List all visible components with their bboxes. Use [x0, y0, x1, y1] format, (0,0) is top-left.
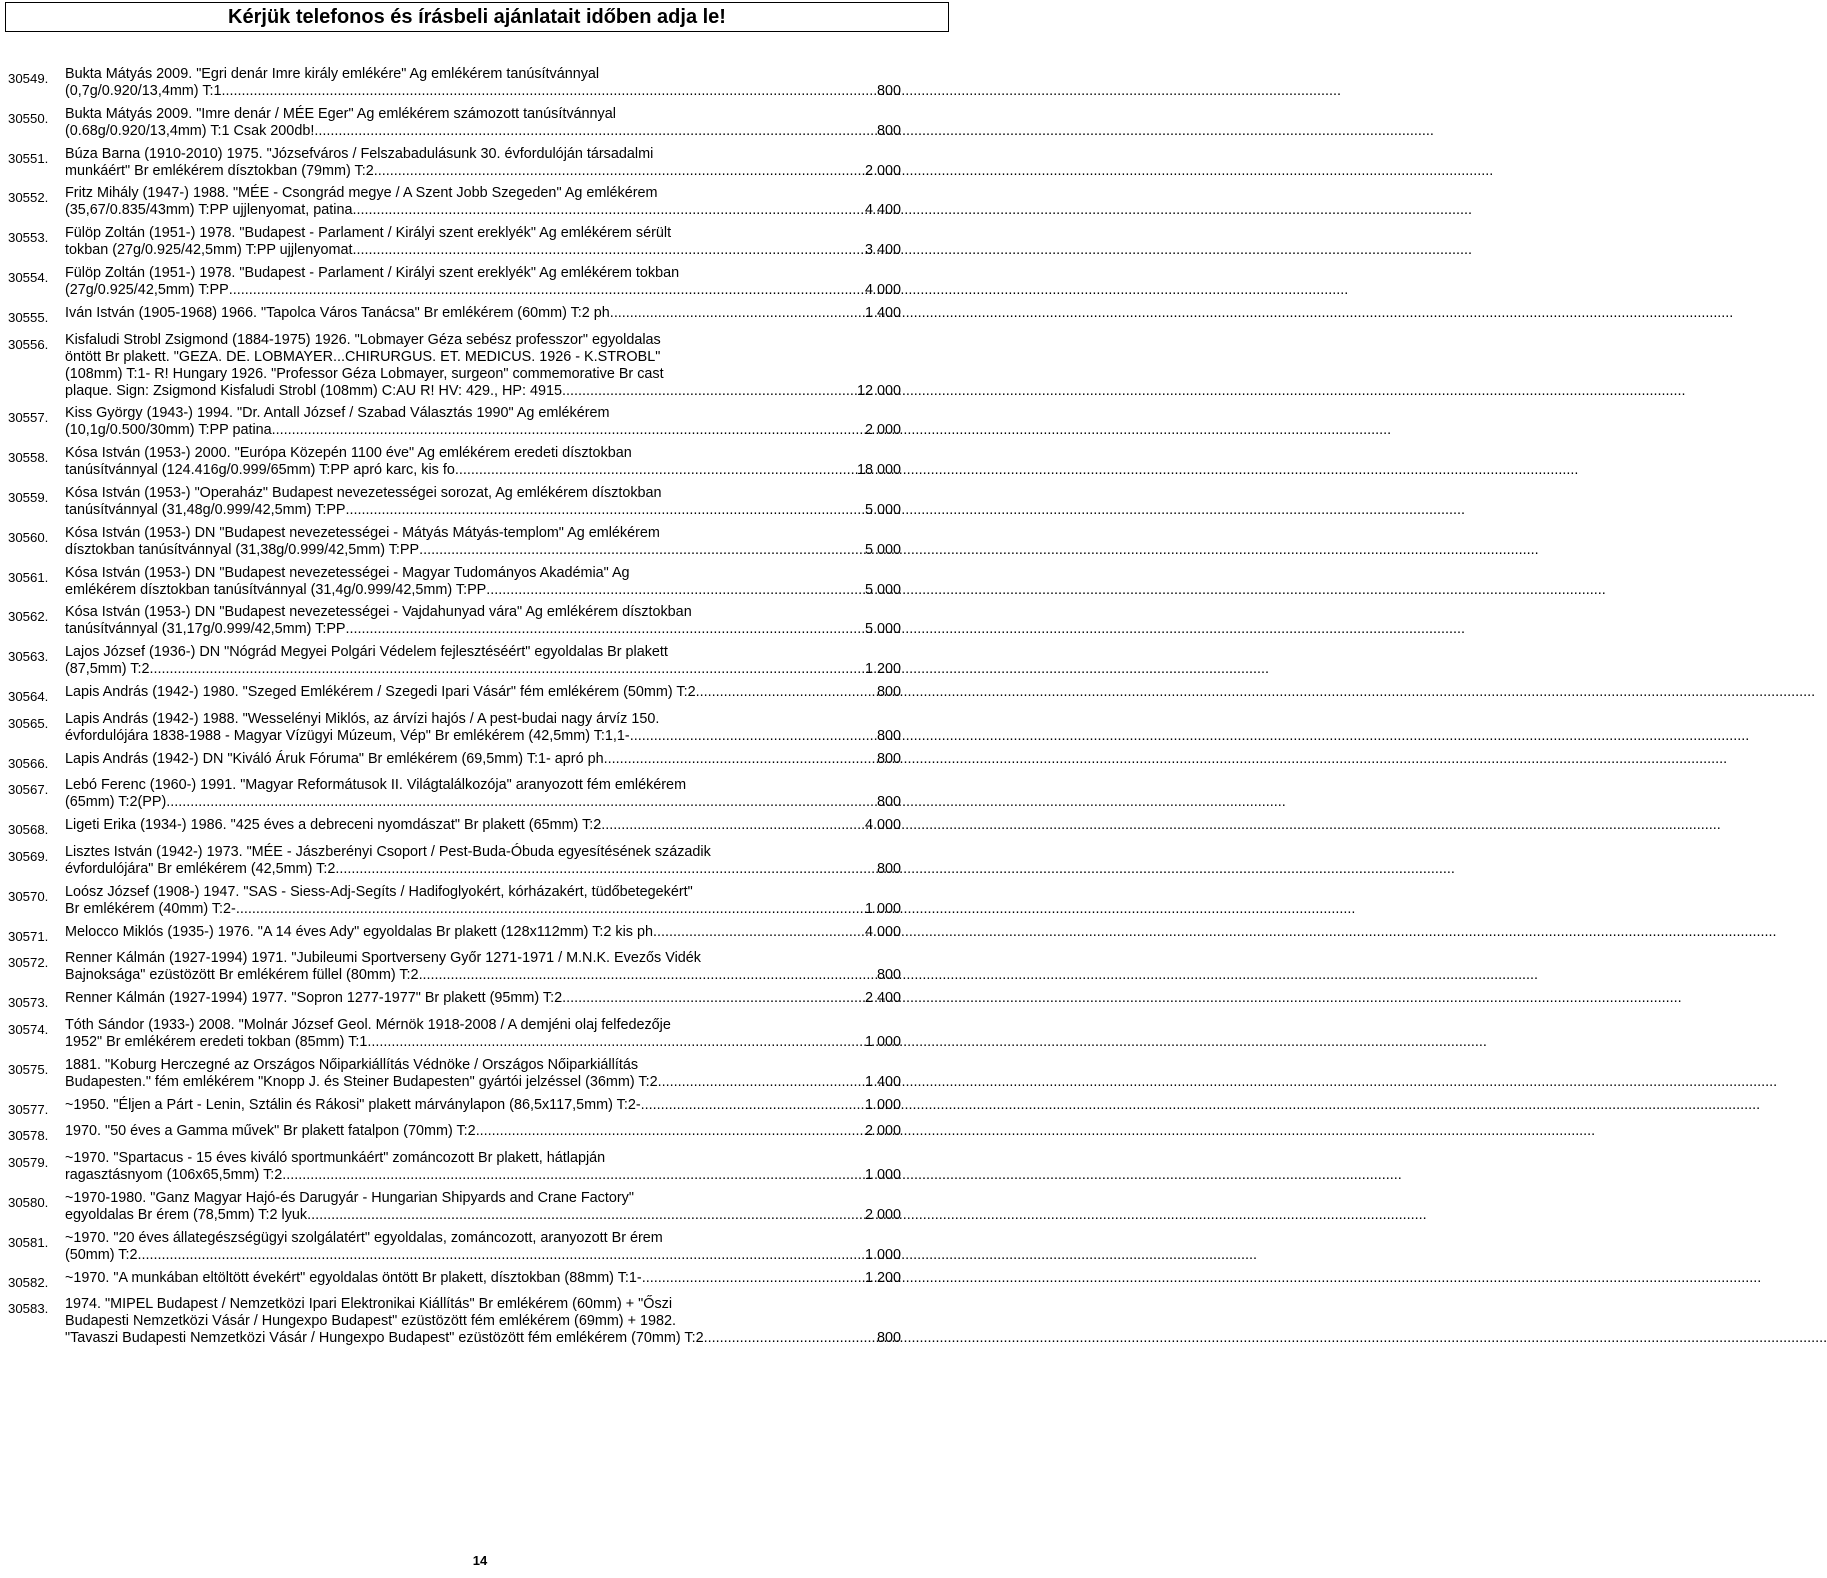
description-text: 1974. "MIPEL Budapest / Nemzetközi Ipari Elektronikai Kiállítás" Br emlékérem (60mm) + "Őszi — [65, 1296, 673, 1313]
description-line — [65, 1167, 901, 1184]
description-text: Loósz József (1908-) 1947. "SAS - Siess-Adj-Segíts / Hadifoglyokért, kórházakért, tüdőbetegekért" — [65, 883, 693, 900]
description-text: (108mm) T:1- R! Hungary 1926. "Professor Géza Lobmayer, surgeon" commemorative Br cast — [65, 365, 664, 382]
description-text: (0.68g/0.920/13,4mm) T:1 Csak 200db! — [65, 122, 315, 139]
lot-entry — [8, 990, 901, 1011]
description-line — [65, 282, 901, 299]
description-text: tokban (27g/0.925/42,5mm) T:PP ujjlenyomat — [65, 242, 353, 259]
description-line — [65, 405, 901, 422]
lot-number: 30560. — [8, 529, 49, 545]
description-line — [65, 967, 901, 984]
lot-number: 30564. — [8, 688, 49, 704]
description-line — [65, 1017, 901, 1034]
dot-leader — [608, 751, 877, 768]
lot-description — [65, 225, 901, 259]
lot-price: 800 — [876, 860, 901, 877]
dot-leader — [166, 794, 877, 811]
dot-leader — [314, 123, 877, 140]
description-text: Renner Kálmán (1927-1994) 1977. "Sopron 1277-1977" Br plakett (95mm) T:2 — [65, 990, 563, 1007]
lot-number: 30567. — [8, 782, 49, 798]
description-text: ragasztásnyom (106x65,5mm) T:2 — [65, 1167, 283, 1184]
dot-leader — [346, 502, 865, 519]
description-line — [65, 66, 901, 83]
lot-entry — [8, 305, 901, 326]
lot-entry — [8, 146, 901, 180]
description-line — [65, 582, 901, 599]
description-line — [65, 794, 901, 811]
description-text: Lapis András (1942-) DN "Kiváló Áruk Fóruma" Br emlékérem (69,5mm) T:1- apró ph. — [65, 750, 608, 767]
description-line — [65, 1034, 901, 1051]
lot-number: 30578. — [8, 1128, 49, 1144]
description-line — [65, 844, 901, 861]
lot-price: 3 400 — [864, 242, 901, 259]
dot-leader — [352, 202, 865, 219]
description-text: Lisztes István (1942-) 1973. "MÉE - Jászberényi Csoport / Pest-Buda-Óbuda egyesítésének századik — [65, 843, 711, 860]
lot-description — [65, 146, 901, 180]
description-text: 1952" Br emlékérem eredeti tokban (85mm) T:1 — [65, 1033, 368, 1050]
description-text: Fülöp Zoltán (1951-) 1978. "Budapest - Parlament / Királyi szent ereklyék" Ag emlékérem tokban — [65, 264, 680, 281]
lot-price: 1 000 — [864, 1167, 901, 1184]
lot-description — [65, 884, 901, 918]
description-line — [65, 525, 901, 542]
dot-leader — [562, 990, 865, 1007]
dot-leader — [459, 462, 857, 479]
description-text: Iván István (1905-1968) 1966. "Tapolca Város Tanácsa" Br emlékérem (60mm) T:2 ph. — [65, 304, 614, 321]
lot-description — [65, 844, 901, 878]
lot-number: 30553. — [8, 230, 49, 246]
lot-price: 800 — [876, 750, 901, 767]
description-line — [65, 884, 901, 901]
description-text: Kósa István (1953-) "Operaház" Budapest nevezetességei sorozat, Ag emlékérem dísztokban — [65, 484, 662, 501]
page-banner — [5, 2, 949, 32]
lot-description — [65, 1150, 901, 1184]
lot-price: 5 000 — [864, 581, 901, 598]
dot-leader — [150, 661, 865, 678]
description-line — [65, 604, 901, 621]
lot-price: 2 000 — [864, 1123, 901, 1140]
lot-price: 800 — [876, 122, 901, 139]
lot-price: 1 000 — [864, 1033, 901, 1050]
lot-number: 30556. — [8, 336, 49, 352]
description-line — [65, 146, 901, 163]
description-text: ~1970. "Spartacus - 15 éves kiváló sportmunkáért" zománcozott Br plakett, hátlapján — [65, 1150, 606, 1167]
description-line — [65, 1123, 901, 1140]
description-text: (0,7g/0.920/13,4mm) T:1 — [65, 83, 222, 99]
description-text: ~1950. "Éljen a Párt - Lenin, Sztálin és Rákosi" plakett márványlapon (86,5x117,5mm) T:2- — [65, 1096, 641, 1113]
page-number: 14 — [472, 1553, 488, 1568]
description-line — [65, 644, 901, 661]
description-line — [65, 1150, 901, 1167]
description-line — [65, 163, 901, 180]
description-text: Bukta Mátyás 2009. "Egri denár Imre király emlékére" Ag emlékérem tanúsítvánnyal — [65, 66, 600, 82]
description-text: Kósa István (1953-) 2000. "Európa Közepén 1100 éve" Ag emlékérem eredeti dísztokban — [65, 445, 632, 462]
description-text: munkáért" Br emlékérem dísztokban (79mm) T:2 — [65, 162, 374, 179]
description-text: Br emlékérem (40mm) T:2- — [65, 900, 236, 917]
lot-price: 4 000 — [864, 281, 901, 298]
lot-description — [65, 817, 901, 838]
description-text: (10,1g/0.500/30mm) T:PP patina — [65, 422, 272, 439]
lot-number: 30569. — [8, 848, 49, 864]
lot-description — [65, 751, 901, 772]
description-line — [65, 1296, 901, 1313]
description-line — [65, 901, 901, 918]
description-text: (27g/0.925/42,5mm) T:PP — [65, 281, 229, 298]
lot-entry — [8, 185, 901, 219]
description-line — [65, 485, 901, 502]
lot-description — [65, 644, 901, 678]
lot-description — [65, 66, 901, 100]
auction-lot-list — [8, 66, 901, 1353]
lot-entry — [8, 445, 901, 479]
lot-entry — [8, 644, 901, 678]
description-text: Lebó Ferenc (1960-) 1991. "Magyar Reformátusok II. Világtalálkozója" aranyozott fém emlékérem — [65, 777, 687, 794]
description-text: Kiss György (1943-) 1994. "Dr. Antall József / Szabad Választás 1990" Ag emlékérem — [65, 405, 610, 422]
description-text: ~1970-1980. "Ganz Magyar Hajó-és Darugyár - Hungarian Shipyards and Crane Factory" — [65, 1189, 634, 1206]
lot-number: 30551. — [8, 150, 49, 166]
description-line — [65, 990, 901, 1007]
lot-number: 30568. — [8, 822, 49, 838]
lot-price: 5 000 — [864, 501, 901, 518]
dot-leader — [272, 422, 865, 439]
lot-description — [65, 777, 901, 811]
description-line — [65, 684, 901, 701]
lot-entry — [8, 751, 901, 772]
lot-entry — [8, 950, 901, 984]
lot-price: 1 400 — [864, 1073, 901, 1090]
lot-number: 30552. — [8, 190, 49, 206]
description-text: Fülöp Zoltán (1951-) 1978. "Budapest - Parlament / Királyi szent ereklyék" Ag emlékérem sérült — [65, 225, 672, 242]
lot-number: 30565. — [8, 715, 49, 731]
description-text: Kósa István (1953-) DN "Budapest nevezetességei - Magyar Tudományos Akadémia" Ag — [65, 564, 630, 581]
dot-leader — [630, 728, 877, 745]
dot-leader — [486, 582, 865, 599]
lot-description — [65, 305, 901, 326]
lot-number: 30559. — [8, 489, 49, 505]
lot-entry — [8, 332, 901, 400]
description-line — [65, 502, 901, 519]
lot-entry — [8, 1296, 901, 1347]
lot-number: 30583. — [8, 1301, 49, 1317]
lot-price: 2 000 — [864, 1206, 901, 1223]
lot-number: 30554. — [8, 269, 49, 285]
lot-price: 1 000 — [864, 1096, 901, 1113]
lot-number: 30550. — [8, 110, 49, 126]
lot-price: 1 200 — [864, 661, 901, 678]
lot-price: 4 000 — [864, 923, 901, 940]
lot-entry — [8, 1150, 901, 1184]
description-line — [65, 1057, 901, 1074]
description-line — [65, 1313, 901, 1330]
lot-description — [65, 1190, 901, 1224]
description-line — [65, 202, 901, 219]
lot-price: 4 400 — [864, 202, 901, 219]
lot-price: 1 000 — [864, 1246, 901, 1263]
dot-leader — [696, 684, 877, 701]
lot-number: 30566. — [8, 755, 49, 771]
lot-number: 30582. — [8, 1274, 49, 1290]
banner-title: Kérjük telefonos és írásbeli ajánlatait időben adja le! — [228, 6, 726, 28]
description-text: Bukta Mátyás 2009. "Imre denár / MÉE Eger" Ag emlékérem számozott tanúsítvánnyal — [65, 105, 616, 122]
lot-price: 1 400 — [864, 304, 901, 321]
description-line — [65, 445, 901, 462]
lot-number: 30579. — [8, 1155, 49, 1171]
description-text: 1881. "Koburg Herczegné az Országos Nőiparkiállítás Védnöke / Országos Nőiparkiállítás — [65, 1056, 639, 1073]
description-text: Lapis András (1942-) 1980. "Szeged Emlékérem / Szegedi Ipari Vásár" fém emlékérem (50mm) T:2 — [65, 683, 696, 700]
description-text: tanúsítvánnyal (124.416g/0.999/65mm) T:PP apró karc, kis fo. — [65, 462, 459, 479]
description-text: 1970. "50 éves a Gamma művek" Br plakett fatalpon (70mm) T:2 — [65, 1123, 476, 1140]
dot-leader — [419, 542, 865, 559]
lot-price: 18 000 — [856, 462, 901, 479]
dot-leader — [282, 1167, 865, 1184]
description-text: Budapesten." fém emlékérem "Knopp J. és Steiner Budapesten" gyártói jelzéssel (36mm) T:2 — [65, 1073, 658, 1090]
lot-number: 30577. — [8, 1101, 49, 1117]
lot-entry — [8, 817, 901, 838]
description-line — [65, 1190, 901, 1207]
description-text: (87,5mm) T:2 — [65, 661, 150, 678]
lot-entry — [8, 844, 901, 878]
lot-description — [65, 405, 901, 439]
description-text: Bajnoksága" ezüstözött Br emlékérem füllel (80mm) T:2 — [65, 967, 419, 984]
lot-entry — [8, 777, 901, 811]
lot-description — [65, 106, 901, 140]
lot-entry — [8, 1097, 901, 1118]
lot-price: 800 — [876, 967, 901, 984]
description-line — [65, 462, 901, 479]
lot-entry — [8, 225, 901, 259]
description-line — [65, 83, 901, 100]
lot-description — [65, 684, 901, 705]
lot-price: 1 200 — [864, 1269, 901, 1286]
description-line — [65, 565, 901, 582]
lot-entry — [8, 684, 901, 705]
dot-leader — [642, 1270, 865, 1287]
lot-entry — [8, 265, 901, 299]
description-text: egyoldalas Br érem (78,5mm) T:2 lyuk — [65, 1206, 308, 1223]
lot-description — [65, 1017, 901, 1051]
lot-description — [65, 1097, 901, 1118]
lot-price: 800 — [876, 794, 901, 811]
lot-description — [65, 265, 901, 299]
lot-entry — [8, 525, 901, 559]
description-text: ~1970. "20 éves állategészségügyi szolgálatért" egyoldalas, zománcozott, aranyozott Br érem — [65, 1229, 663, 1246]
description-line — [65, 950, 901, 967]
dot-leader — [367, 1034, 865, 1051]
description-text: évfordulójára" Br emlékérem (42,5mm) T:2 — [65, 860, 336, 877]
lot-entry — [8, 405, 901, 439]
lot-description — [65, 990, 901, 1011]
lot-price: 1 000 — [864, 900, 901, 917]
dot-leader — [352, 242, 865, 259]
lot-number: 30549. — [8, 71, 49, 86]
lot-price: 800 — [876, 727, 901, 744]
description-line — [65, 751, 901, 768]
lot-number: 30580. — [8, 1194, 49, 1210]
lot-entry — [8, 1230, 901, 1264]
dot-leader — [307, 1207, 865, 1224]
lot-number: 30558. — [8, 450, 49, 466]
dot-leader — [657, 924, 865, 941]
dot-leader — [229, 282, 865, 299]
description-text: tanúsítvánnyal (31,17g/0.999/42,5mm) T:PP — [65, 621, 346, 638]
description-text: Melocco Miklós (1935-) 1976. "A 14 éves Ady" egyoldalas Br plakett (128x112mm) T:2 kis ph. — [65, 923, 657, 940]
lot-price: 2 000 — [864, 162, 901, 179]
lot-number: 30563. — [8, 649, 49, 665]
description-text: plaque. Sign: Zsigmond Kisfaludi Strobl (108mm) C:AU R! HV: 429., HP: 4915. — [65, 382, 566, 399]
description-line — [65, 332, 901, 349]
dot-leader — [641, 1097, 865, 1114]
description-line — [65, 621, 901, 638]
description-text: emlékérem dísztokban tanúsítvánnyal (31,4g/0.999/42,5mm) T:PP — [65, 581, 487, 598]
description-line — [65, 366, 901, 383]
description-text: Lajos József (1936-) DN "Nógrád Megyei Polgári Védelem fejlesztéséért" egyoldalas Br plakett — [65, 644, 668, 661]
lot-entry — [8, 711, 901, 745]
lot-number: 30574. — [8, 1021, 49, 1037]
description-line — [65, 383, 901, 400]
description-text: évfordulójára 1838-1988 - Magyar Vízügyi Múzeum, Vép" Br emlékérem (42,5mm) T:1,1- — [65, 727, 630, 744]
description-line — [65, 661, 901, 678]
dot-leader — [138, 1247, 865, 1264]
lot-description — [65, 332, 901, 400]
lot-description — [65, 1270, 901, 1291]
description-line — [65, 422, 901, 439]
dot-leader — [601, 817, 865, 834]
lot-number: 30573. — [8, 995, 49, 1011]
lot-entry — [8, 884, 901, 918]
description-line — [65, 225, 901, 242]
description-text: Fritz Mihály (1947-) 1988. "MÉE - Csongrád megye / A Szent Jobb Szegeden" Ag emlékérem — [65, 185, 658, 202]
description-text: ~1970. "A munkában eltöltött évekért" egyoldalas öntött Br plakett, dísztokban (88mm) T:1- — [65, 1269, 642, 1286]
description-line — [65, 123, 901, 140]
lot-description — [65, 1057, 901, 1091]
lot-entry — [8, 1017, 901, 1051]
description-text: Budapesti Nemzetközi Vásár / Hungexpo Budapest" ezüstözött fém emlékérem (69mm) + 1982. — [65, 1313, 677, 1330]
description-line — [65, 777, 901, 794]
lot-entry — [8, 1057, 901, 1091]
description-text: Kósa István (1953-) DN "Budapest nevezetességei - Vajdahunyad vára" Ag emlékérem dísztokban — [65, 604, 692, 621]
lot-price: 800 — [876, 683, 901, 700]
lot-number: 30570. — [8, 888, 49, 904]
description-text: Lapis András (1942-) 1988. "Wesselényi Miklós, az árvízi hajós / A pest-budai nagy árvíz 150. — [65, 710, 660, 727]
description-line — [65, 924, 901, 941]
lot-entry — [8, 1190, 901, 1224]
lot-entry — [8, 565, 901, 599]
description-text: dísztokban tanúsítvánnyal (31,38g/0.999/42,5mm) T:PP — [65, 541, 420, 558]
lot-number: 30555. — [8, 309, 49, 325]
description-line — [65, 542, 901, 559]
lot-description — [65, 1296, 901, 1347]
lot-description — [65, 525, 901, 559]
lot-price: 4 000 — [864, 817, 901, 834]
description-line — [65, 1247, 901, 1264]
dot-leader — [566, 383, 857, 400]
description-text: Tóth Sándor (1933-) 2008. "Molnár József Geol. Mérnök 1918-2008 / A demjéni olaj felfedezője — [65, 1016, 671, 1033]
dot-leader — [614, 305, 865, 322]
description-text: öntött Br plakett. "GEZA. DE. LOBMAYER...CHIRURGUS. ET. MEDICUS. 1926 - K.STROBL" — [65, 348, 661, 365]
lot-entry — [8, 485, 901, 519]
lot-description — [65, 711, 901, 745]
description-text: Ligeti Erika (1934-) 1986. "425 éves a debreceni nyomdászat" Br plakett (65mm) T:2 — [65, 817, 602, 834]
description-line — [65, 1230, 901, 1247]
lot-number: 30562. — [8, 609, 49, 625]
lot-description — [65, 445, 901, 479]
lot-number: 30572. — [8, 955, 49, 971]
dot-leader — [708, 1330, 877, 1347]
description-text: (65mm) T:2(PP) — [65, 794, 167, 811]
description-text: Renner Kálmán (1927-1994) 1971. "Jubileumi Sportverseny Győr 1271-1971 / M.N.K. Evezős Vidék — [65, 950, 701, 967]
lot-entry — [8, 106, 901, 140]
lot-description — [65, 604, 901, 638]
lot-price: 5 000 — [864, 621, 901, 638]
lot-description — [65, 950, 901, 984]
description-text: Kisfaludi Strobl Zsigmond (1884-1975) 1926. "Lobmayer Géza sebész professzor" egyoldalas — [65, 331, 661, 348]
description-line — [65, 106, 901, 123]
lot-entry — [8, 1270, 901, 1291]
description-line — [65, 305, 901, 322]
description-line — [65, 242, 901, 259]
dot-leader — [658, 1074, 865, 1091]
description-line — [65, 817, 901, 834]
lot-description — [65, 485, 901, 519]
lot-price: 2 000 — [864, 422, 901, 439]
lot-entry — [8, 66, 901, 100]
lot-price: 800 — [876, 1330, 901, 1347]
description-text: tanúsítvánnyal (31,48g/0.999/42,5mm) T:PP — [65, 501, 346, 518]
dot-leader — [419, 967, 877, 984]
description-line — [65, 1074, 901, 1091]
description-line — [65, 349, 901, 366]
lot-entry — [8, 924, 901, 945]
description-line — [65, 728, 901, 745]
lot-description — [65, 1230, 901, 1264]
description-line — [65, 1097, 901, 1114]
lot-price: 2 400 — [864, 990, 901, 1007]
lot-price: 5 000 — [864, 541, 901, 558]
description-text: "Tavaszi Budapesti Nemzetközi Vásár / Hungexpo Budapest" ezüstözött fém emlékérem (70mm) T:2. — [65, 1330, 708, 1347]
lot-price: 800 — [876, 83, 901, 99]
dot-leader — [476, 1123, 865, 1140]
dot-leader — [335, 861, 877, 878]
description-text: Búza Barna (1910-2010) 1975. "Józsefváros / Felszabadulásunk 30. évfordulóján társadalmi — [65, 145, 654, 162]
description-line — [65, 861, 901, 878]
lot-number: 30571. — [8, 928, 49, 944]
dot-leader — [346, 621, 865, 638]
lot-price: 12 000 — [856, 382, 901, 399]
lot-description — [65, 924, 901, 945]
lot-number: 30561. — [8, 569, 49, 585]
lot-description — [65, 185, 901, 219]
description-line — [65, 185, 901, 202]
description-text: Kósa István (1953-) DN "Budapest nevezetességei - Mátyás Mátyás-templom" Ag emlékérem — [65, 524, 660, 541]
description-line — [65, 265, 901, 282]
lot-number: 30557. — [8, 410, 49, 426]
lot-number: 30581. — [8, 1234, 49, 1250]
lot-number: 30575. — [8, 1061, 49, 1077]
description-line — [65, 711, 901, 728]
lot-entry — [8, 1123, 901, 1144]
description-text: (35,67/0.835/43mm) T:PP ujjlenyomat, patina — [65, 202, 353, 219]
dot-leader — [374, 163, 865, 180]
dot-leader — [222, 83, 877, 100]
dot-leader — [236, 901, 865, 918]
description-text: (50mm) T:2 — [65, 1246, 138, 1263]
description-line — [65, 1207, 901, 1224]
lot-description — [65, 1123, 901, 1144]
description-line — [65, 1330, 901, 1347]
description-line — [65, 1270, 901, 1287]
lot-description — [65, 565, 901, 599]
lot-entry — [8, 604, 901, 638]
